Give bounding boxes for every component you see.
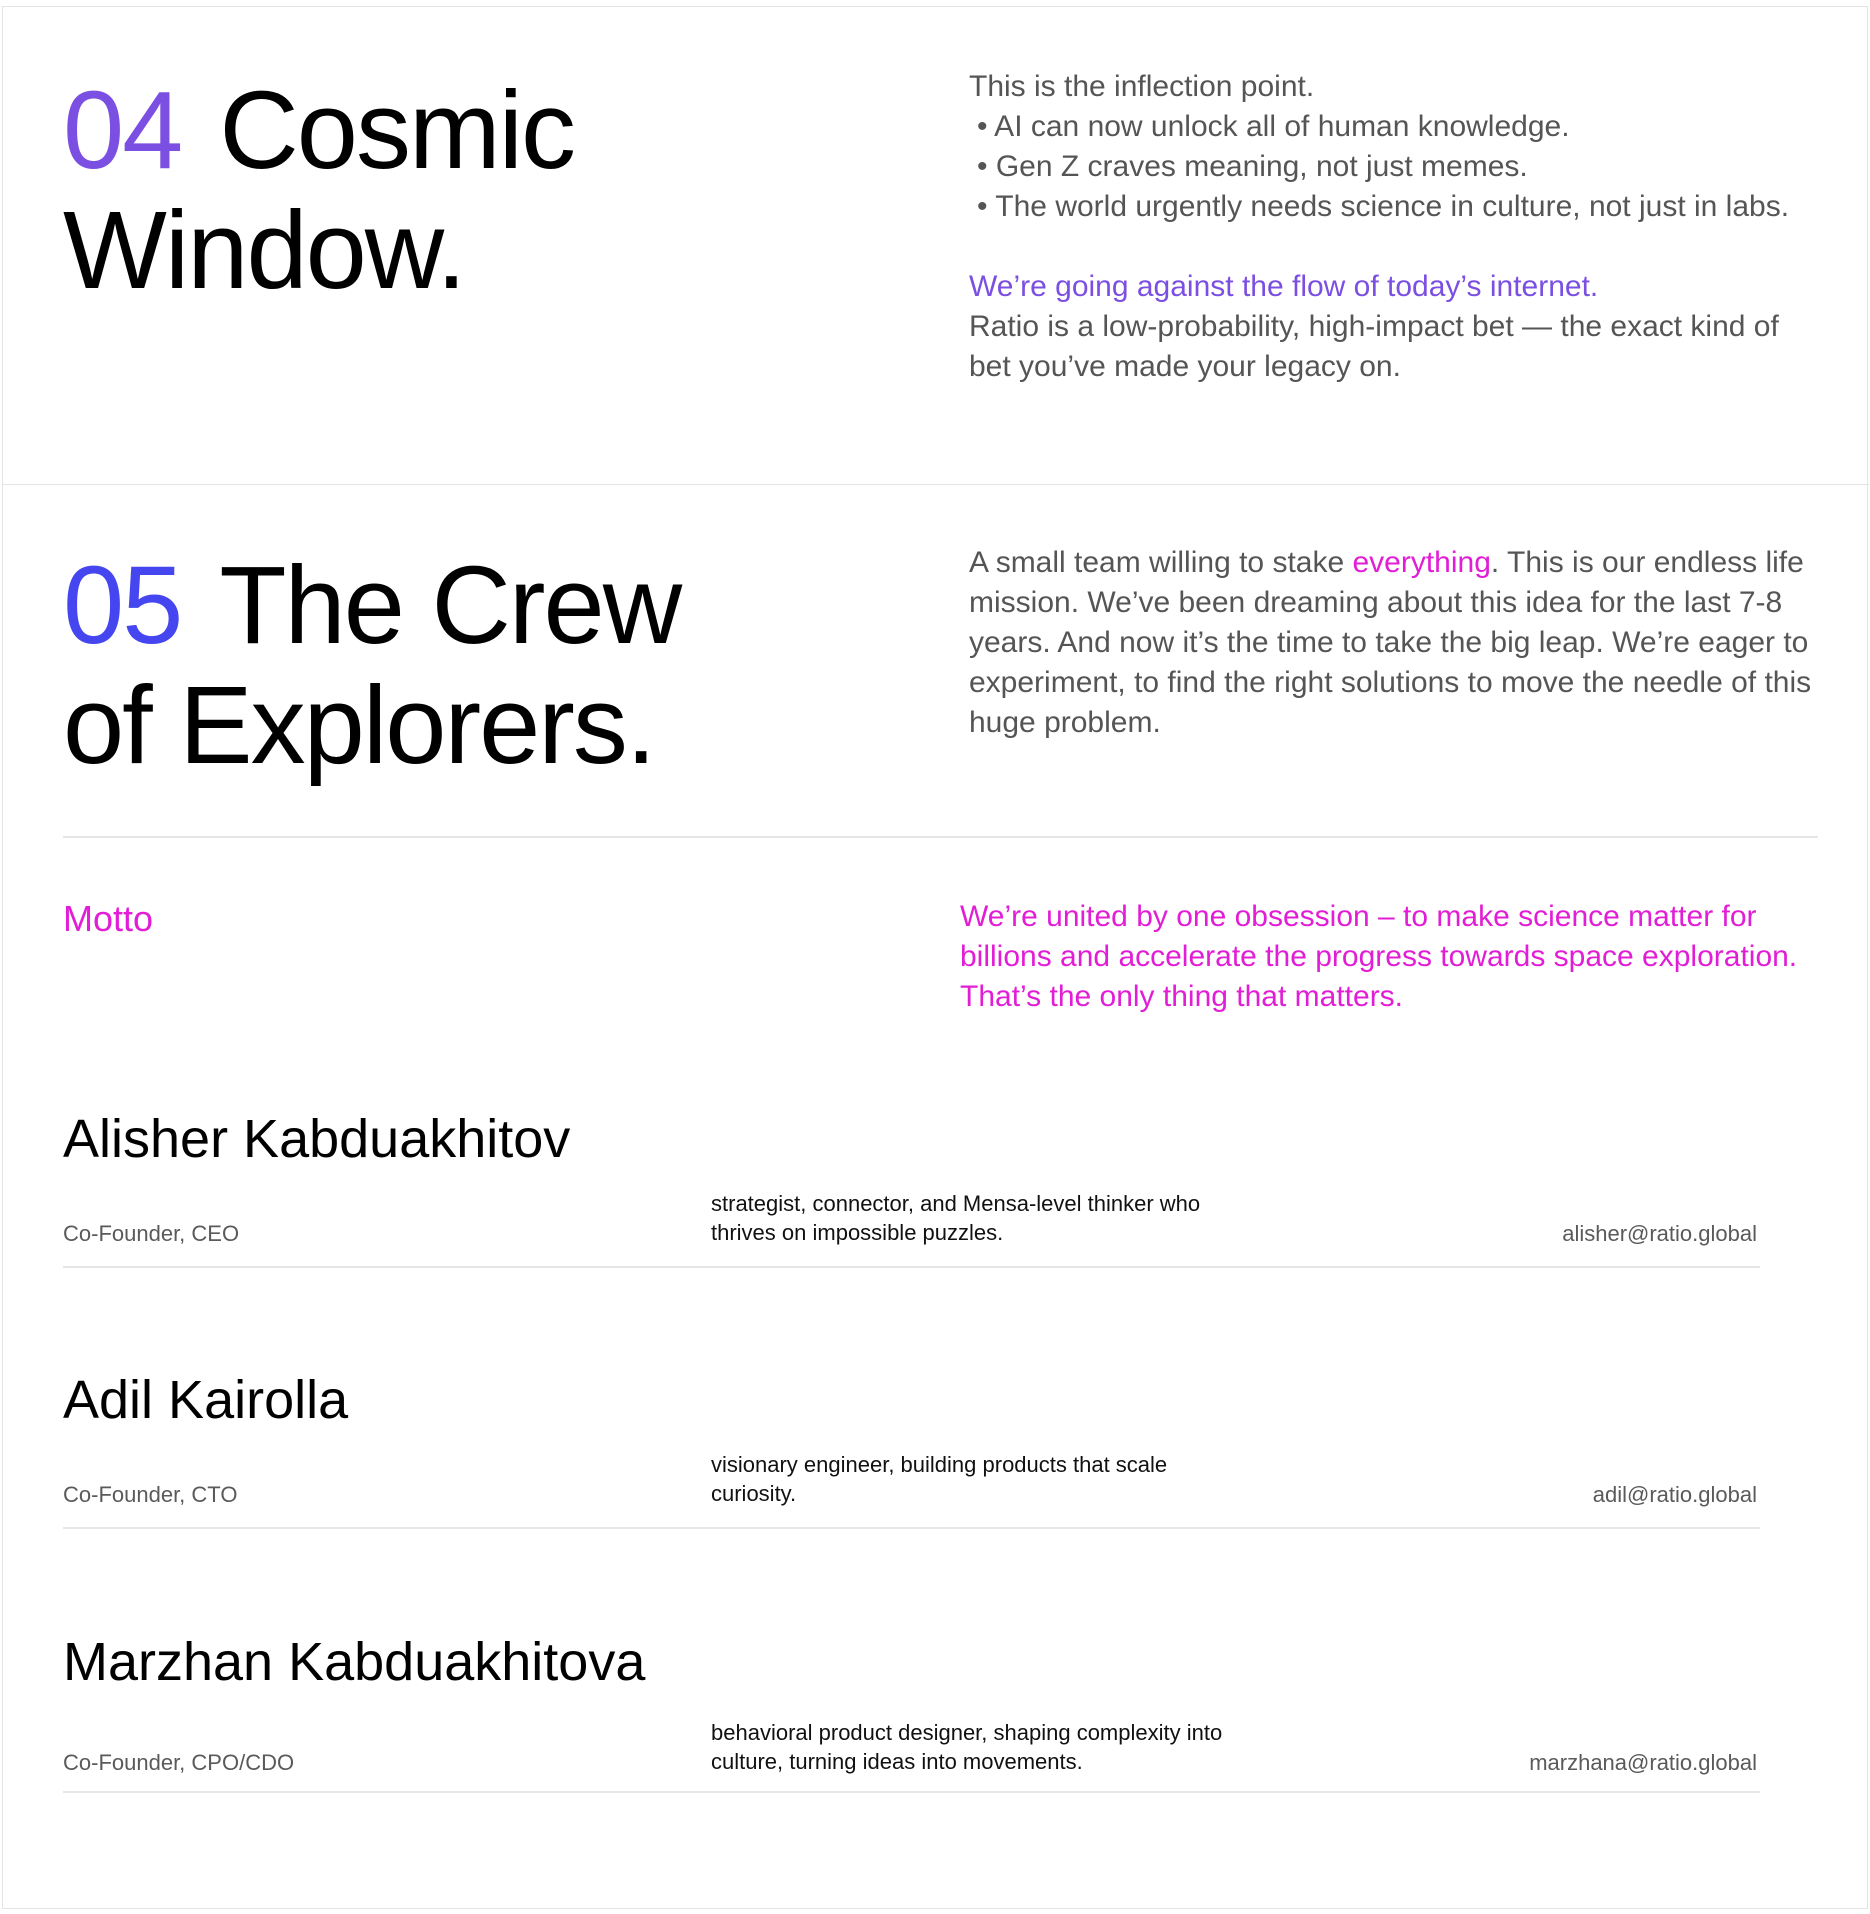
section-05-text-after: . This is our endless life mission. We’ve been dreaming about this idea for the last 7-8 years. And now it’s the time to take the big leap. We’re eager to experiment, to find the right solutions to move the needle of this huge problem. xyxy=(969,546,1812,739)
section-04-number: 04 xyxy=(63,69,182,192)
team-member-name: Marzhan Kabduakhitova xyxy=(63,1632,646,1692)
team-row-divider xyxy=(63,1791,1760,1793)
team-member-email[interactable]: marzhana@ratio.global xyxy=(1529,1750,1757,1775)
motto-text: We’re united by one obsession – to make science matter for billions and accelerate the progress towards space exploration. That’s the only thing that matters. xyxy=(960,900,1798,1013)
section-04-title-line2: Window. xyxy=(63,189,465,312)
team-member-name: Adil Kairolla xyxy=(63,1370,349,1430)
section-05-title xyxy=(63,546,680,786)
section-04-bullet: • AI can now unlock all of human knowledge. xyxy=(977,110,1570,143)
section-04-bullet: • The world urgently needs science in culture, not just in labs. xyxy=(977,190,1790,223)
section-05-title-line1: The Crew xyxy=(219,544,681,667)
team-member-role: Co-Founder, CPO/CDO xyxy=(63,1750,295,1775)
section-05-body xyxy=(969,543,1819,743)
section-05-number: 05 xyxy=(63,544,182,667)
section-05-paragraph xyxy=(969,543,1819,743)
team-member-bio: visionary engineer, building products that scale curiosity. xyxy=(711,1452,1168,1506)
section-04-bullet: • Gen Z craves meaning, not just memes. xyxy=(977,150,1528,183)
section-04-intro: This is the inflection point. xyxy=(969,70,1315,103)
team-member-email[interactable]: adil@ratio.global xyxy=(1592,1482,1757,1507)
team-member-bio: behavioral product designer, shaping complexity into culture, turning ideas into movements. xyxy=(711,1720,1223,1774)
motto-divider xyxy=(63,836,1818,838)
section-04-title-line1: Cosmic xyxy=(219,69,575,192)
section-divider xyxy=(3,484,1869,485)
team-member-bio: strategist, connector, and Mensa-level thinker who thrives on impossible puzzles. xyxy=(711,1191,1201,1245)
team-member-email[interactable]: alisher@ratio.global xyxy=(1562,1221,1757,1246)
section-04-title xyxy=(63,71,574,311)
team-member-role: Co-Founder, CTO xyxy=(63,1482,238,1507)
section-05-text-before: A small team willing to stake xyxy=(969,546,1353,579)
section-04-body xyxy=(969,67,1819,387)
section-05-title-line2: of Explorers. xyxy=(63,664,655,787)
team-member-role: Co-Founder, CEO xyxy=(63,1221,240,1246)
team-row-divider xyxy=(63,1527,1760,1529)
section-04-closing: Ratio is a low-probability, high-impact bet — the exact kind of bet you’ve made your legacy on. xyxy=(969,310,1779,383)
section-04-highlight: We’re going against the flow of today’s internet. xyxy=(969,270,1599,303)
team-member-name: Alisher Kabduakhitov xyxy=(63,1109,571,1169)
section-05-highlight: everything xyxy=(1352,546,1491,579)
team-row-divider xyxy=(63,1266,1760,1268)
page-frame xyxy=(2,6,1868,1909)
motto-label: Motto xyxy=(63,898,154,939)
